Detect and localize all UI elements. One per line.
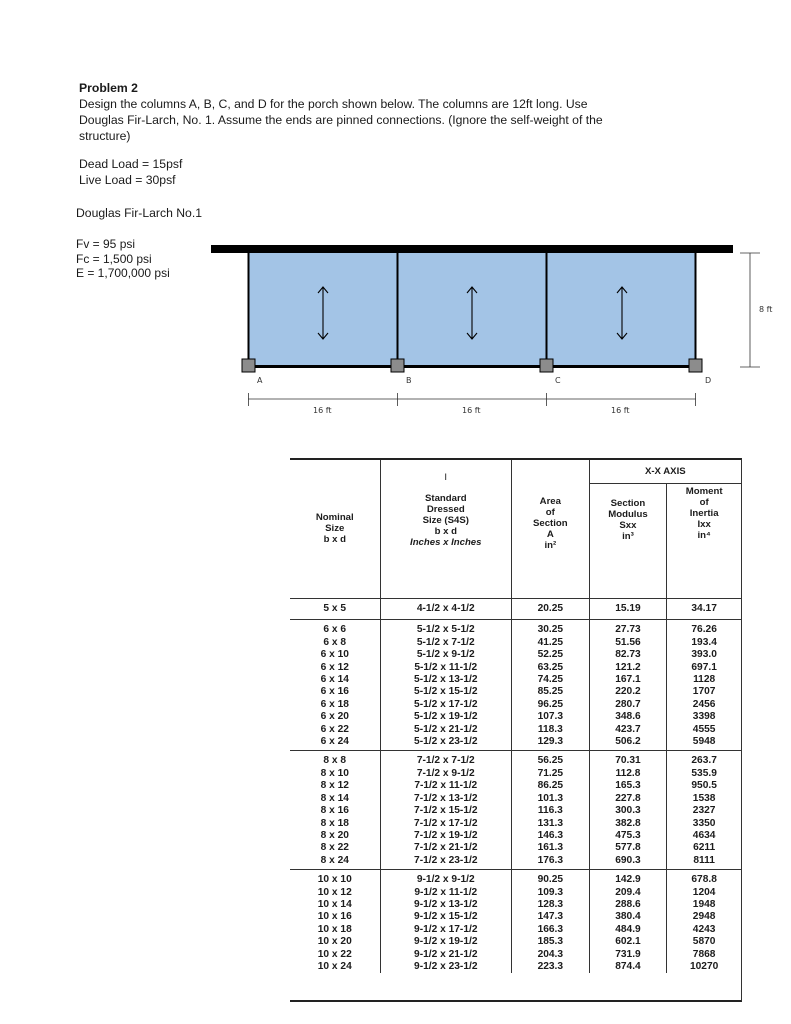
table-cell-area [512,751,590,870]
cell-value: 8 x 8 [323,755,347,767]
cell-value: 6 x 18 [320,698,349,710]
cell-value: 10 x 10 [317,874,352,886]
cell-value: 8 x 18 [320,817,349,829]
cell-value: 2456 [692,698,716,710]
cell-value: 678.8 [691,874,717,886]
cell-value: 6 x 22 [320,723,349,735]
cell-value: 6 x 14 [320,674,349,686]
cell-value: 1948 [692,898,716,910]
cell-value: 8 x 16 [320,805,349,817]
cell-value: 263.7 [691,755,717,767]
cell-value: 71.25 [537,767,564,779]
cell-value: 109.3 [537,886,564,898]
cell-value: 9-1/2 x 13-1/2 [414,898,478,910]
cell-value: 8 x 22 [320,842,349,854]
problem-line-3: structure) [79,129,131,143]
cell-value: 176.3 [537,854,564,866]
cell-value: 577.8 [615,842,641,854]
cell-value: 10 x 16 [317,911,352,923]
cell-value: 128.3 [537,898,564,910]
cell-value: 34.17 [691,603,717,614]
table-cell-ixx [667,620,741,751]
support-a [242,359,255,372]
cell-value: 10 x 12 [317,886,352,898]
cell-value: 5-1/2 x 23-1/2 [414,736,478,748]
cell-value: 6 x 12 [320,661,349,673]
material-name: Douglas Fir-Larch No.1 [76,206,202,220]
cell-value: 380.4 [615,911,641,923]
cell-value: 9-1/2 x 17-1/2 [414,923,478,935]
cell-value: 6 x 16 [320,686,349,698]
header-nominal: Nominal Size b x d [290,460,380,599]
cell-value: 118.3 [537,723,563,735]
table-row-group [290,620,741,751]
cell-value: 1538 [692,792,716,804]
cell-value: 535.9 [691,767,717,779]
cell-value: 10 x 24 [317,960,352,972]
cell-value: 30.25 [537,624,564,636]
cell-value: 348.6 [615,711,641,723]
cell-value: 96.25 [537,698,564,710]
cell-value: 7868 [692,948,716,960]
cell-value: 15.19 [615,603,641,614]
cell-value: 5948 [692,736,716,748]
table-cell-area [512,599,590,620]
cell-value: 161.3 [537,842,564,854]
cell-value: 129.3 [537,736,564,748]
cell-value: 9-1/2 x 21-1/2 [414,948,478,960]
table-cell-nominal [290,751,380,870]
cell-value: 166.3 [537,923,564,935]
header-section-modulus: Section Modulus Sxx in³ [608,497,648,542]
cell-value: 121.2 [615,661,641,673]
table-cell-nominal [290,620,380,751]
cell-value: 1128 [693,674,716,686]
e-value: E = 1,700,000 psi [76,266,170,280]
cell-value: 5-1/2 x 7-1/2 [416,636,475,648]
cell-value: 220.2 [615,686,641,698]
cell-value: 382.8 [615,817,641,829]
cell-value: 4634 [692,829,716,841]
height-dimension [740,253,760,367]
cell-value: 70.31 [615,755,641,767]
cell-value: 27.73 [615,624,641,636]
span-label-3: 16 ft [611,406,630,415]
cell-value: 475.3 [615,829,641,841]
cell-value: 56.25 [537,755,564,767]
table-cell-area [512,620,590,751]
cell-value: 20.25 [537,603,564,614]
cell-value: 9-1/2 x 19-1/2 [414,936,478,948]
cell-value: 7-1/2 x 11-1/2 [414,780,478,792]
cell-value: 116.3 [537,805,563,817]
roof-beam [211,245,733,253]
cell-value: 697.1 [691,661,717,673]
cell-value: 223.3 [537,960,564,972]
table-cell-sxx [589,751,667,870]
cell-value: 6 x 10 [320,649,349,661]
live-load: Live Load = 30psf [79,173,176,187]
cell-value: 602.1 [615,936,641,948]
fv-value: Fv = 95 psi [76,237,136,251]
cell-value: 6 x 24 [320,736,349,748]
cell-value: 9-1/2 x 15-1/2 [414,911,478,923]
cell-value: 5 x 5 [323,603,347,614]
cell-value: 10 x 18 [317,923,352,935]
cell-value: 101.3 [537,792,564,804]
cell-value: 7-1/2 x 15-1/2 [414,805,478,817]
span-dimension-line [248,393,696,406]
cell-value: 7-1/2 x 9-1/2 [416,767,475,779]
fc-value: Fc = 1,500 psi [76,251,152,266]
cell-value: 10270 [689,960,719,972]
cell-value: 874.4 [615,960,641,972]
problem-line-1: Design the columns A, B, C, and D for the porch shown below. The columns are 12ft long. Use [79,97,588,111]
cell-value: 690.3 [615,854,641,866]
cell-value: 6 x 20 [320,711,349,723]
cell-value: 8 x 10 [320,767,349,779]
cell-value: 165.3 [615,780,641,792]
cell-value: 8 x 14 [320,792,349,804]
cell-value: 41.25 [537,636,564,648]
cell-value: 146.3 [537,829,564,841]
cell-value: 82.73 [615,649,641,661]
cell-value: 506.2 [615,736,641,748]
cell-value: 6 x 8 [323,636,347,648]
cell-value: 5-1/2 x 9-1/2 [416,649,475,661]
table-cell-dressed [380,599,511,620]
cell-value: 52.25 [537,649,564,661]
header-xx-axis: X-X AXIS [589,460,741,483]
header-area: Area of Section A in² [512,460,590,599]
table-cell-dressed [380,620,511,751]
header-dressed: I Standard Dressed Size (S4S) b x d Inches x Inches [380,460,511,599]
cell-value: 209.4 [615,886,641,898]
table-cell-nominal [290,870,380,974]
cell-value: 4243 [692,923,716,935]
table-cell-ixx [667,870,741,974]
cell-value: 185.3 [537,936,564,948]
column-label-a: A [257,376,263,385]
cell-value: 423.7 [615,723,641,735]
cell-value: 147.3 [537,911,564,923]
height-label: 8 ft [759,305,773,314]
cell-value: 10 x 22 [317,948,352,960]
support-d [689,359,702,372]
cell-value: 74.25 [537,674,564,686]
table-cell-nominal [290,599,380,620]
cell-value: 5-1/2 x 15-1/2 [414,686,478,698]
table-cell-area [512,870,590,974]
table-cell-ixx [667,599,741,620]
cell-value: 10 x 20 [317,936,352,948]
cell-value: 7-1/2 x 17-1/2 [414,817,478,829]
cell-value: 5-1/2 x 13-1/2 [414,674,478,686]
cell-value: 10 x 14 [317,898,352,910]
cell-value: 7-1/2 x 23-1/2 [414,854,478,866]
cell-value: 288.6 [615,898,641,910]
column-label-b: B [406,376,412,385]
cell-value: 7-1/2 x 13-1/2 [414,792,478,804]
dead-load: Dead Load = 15psf [79,157,183,171]
cell-value: 3350 [692,817,716,829]
cell-value: 85.25 [537,686,564,698]
cell-value: 950.5 [691,780,717,792]
cell-value: 1204 [692,886,716,898]
problem-statement [79,80,719,144]
section-properties-table [290,458,742,1002]
cell-value: 3398 [692,711,716,723]
cell-value: 7-1/2 x 21-1/2 [414,842,478,854]
cell-value: 227.8 [615,792,641,804]
problem-line-2: Douglas Fir-Larch, No. 1. Assume the ends are pinned connections. (Ignore the self-weight of the [79,113,603,127]
cell-value: 9-1/2 x 11-1/2 [414,886,478,898]
cell-value: 8 x 12 [320,780,349,792]
cell-value: 8 x 20 [320,829,349,841]
cell-value: 5-1/2 x 19-1/2 [414,711,478,723]
table-row-group [290,599,741,620]
span-label-2: 16 ft [462,406,481,415]
cell-value: 76.26 [691,624,717,636]
table-cell-sxx [589,620,667,751]
cell-value: 112.8 [615,767,641,779]
cell-value: 6 x 6 [323,624,347,636]
span-label-1: 16 ft [313,406,332,415]
table-body [290,599,741,974]
cell-value: 167.1 [615,674,641,686]
table-cell-dressed [380,751,511,870]
cell-value: 5-1/2 x 21-1/2 [414,723,478,735]
support-b [391,359,404,372]
table-row-group [290,751,741,870]
cell-value: 90.25 [537,874,564,886]
column-label-d: D [705,376,712,385]
cell-value: 4555 [692,723,716,735]
cell-value: 5-1/2 x 5-1/2 [416,624,475,636]
cell-value: 204.3 [537,948,564,960]
cell-value: 193.4 [691,636,717,648]
table-cell-sxx [589,870,667,974]
cell-value: 5870 [692,936,716,948]
table-cell-dressed [380,870,511,974]
table-cell-ixx [667,751,741,870]
header-moment-inertia: Moment of Inertia Ixx in⁴ [667,483,741,598]
cell-value: 86.25 [537,780,564,792]
cell-value: 6211 [693,842,716,854]
loads [79,156,182,188]
support-c [540,359,553,372]
cell-value: 393.0 [691,649,717,661]
cell-value: 7-1/2 x 19-1/2 [414,829,478,841]
cell-value: 131.3 [537,817,564,829]
cell-value: 300.3 [615,805,641,817]
cell-value: 2327 [692,805,716,817]
table-cell-sxx [589,599,667,620]
cell-value: 1707 [692,686,716,698]
cell-value: 107.3 [537,711,564,723]
cell-value: 8 x 24 [320,854,349,866]
cell-value: 9-1/2 x 9-1/2 [416,874,475,886]
cell-value: 5-1/2 x 17-1/2 [414,698,478,710]
cell-value: 8111 [693,854,715,866]
problem-title: Problem 2 [79,81,138,95]
column-label-c: C [555,376,561,385]
cell-value: 5-1/2 x 11-1/2 [414,661,478,673]
cell-value: 63.25 [537,661,564,673]
cell-value: 7-1/2 x 7-1/2 [416,755,475,767]
cell-value: 2948 [692,911,716,923]
cell-value: 142.9 [615,874,641,886]
cell-value: 51.56 [615,636,641,648]
table-row-group [290,870,741,974]
cell-value: 4-1/2 x 4-1/2 [416,603,475,614]
cell-value: 484.9 [615,923,641,935]
cell-value: 731.9 [615,948,641,960]
cell-value: 9-1/2 x 23-1/2 [414,960,478,972]
porch-diagram [0,235,791,425]
cell-value: 280.7 [615,698,641,710]
